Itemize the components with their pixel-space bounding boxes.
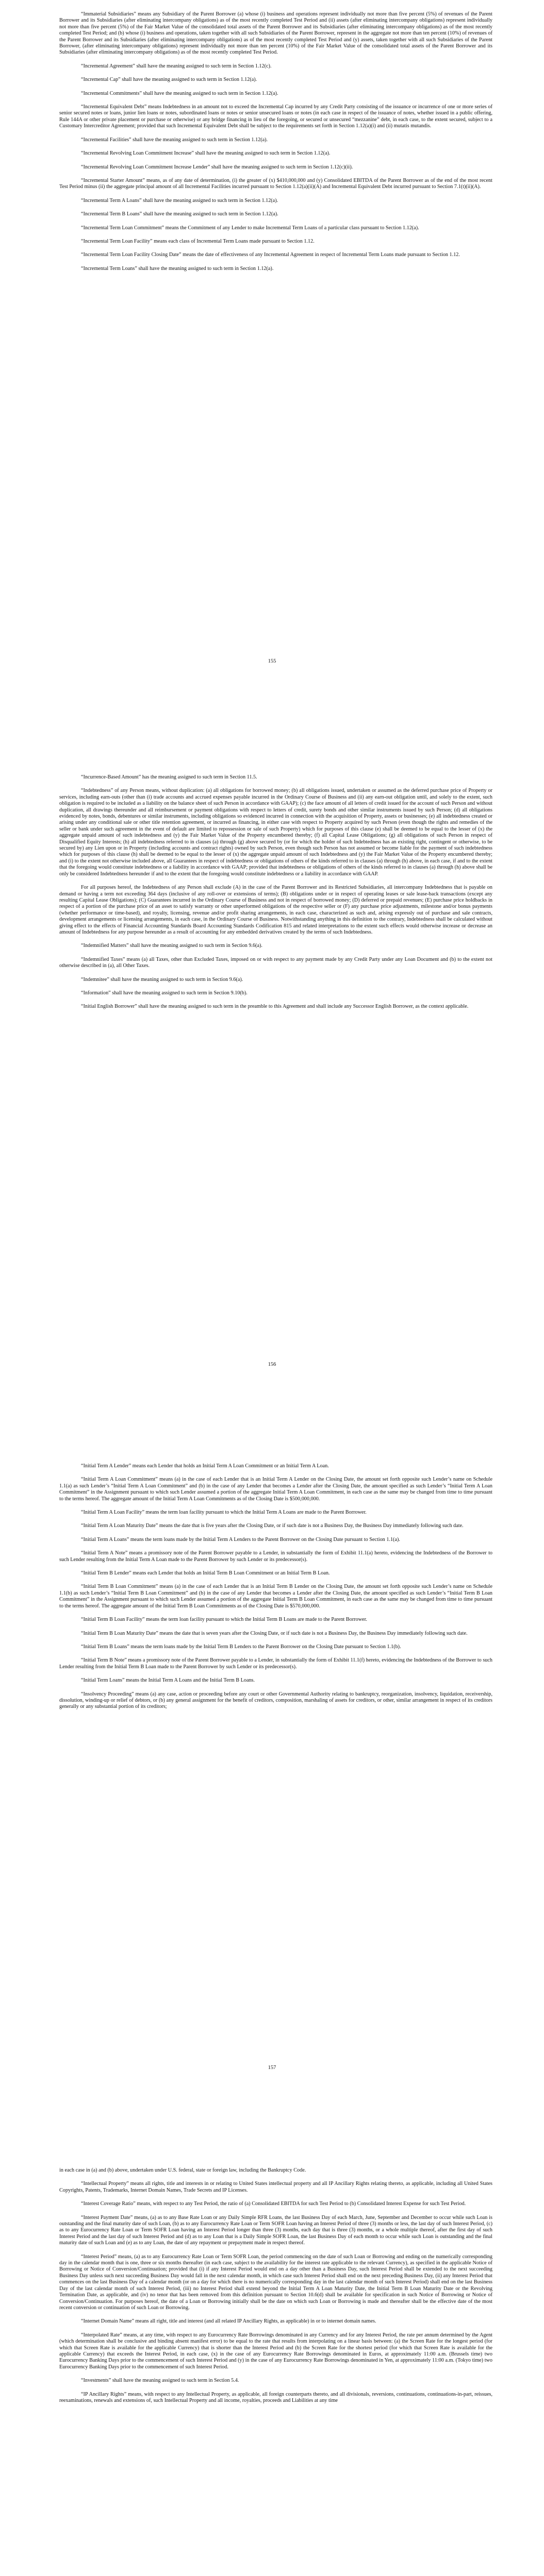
page-body xyxy=(59,11,492,279)
document-page-3 xyxy=(0,1406,544,2110)
definition-paragraph: “Information” shall have the meaning assigned to such term in Section 9.10(b). xyxy=(81,990,248,996)
page-body xyxy=(59,2167,492,2411)
definition-paragraph: For all purposes hereof, the Indebtedness of any Person shall exclude (A) in the case of the Parent Borrower and its Restricted Subsidiaries, all intercompany Indebtedness that is payable on demand or having a term not exceeding 364 days (inclusive of any roll-over or extensions of terms); (B) obligations under or in respect of operating leases or sale lease-back transactions (except any resulting Capital Lease Obligations); (C) Guarantees incurred in the Ordinary Course of Business and not in respect of borrowed money; (D) deferred or prepaid revenues; (E) purchase price holdbacks in respect of a portion of the purchase price of an asset to satisfy warranty or other unperformed obligations of the respective seller or (F) any purchase price adjustments, milestone and/or bonus payments (whether performance or time-based), and royalty, licensing, revenue and/or profit sharing arrangements, in each case, characterized as such and, arising expressly out of purchase and sale contracts, development arrangements or licensing arrangements, in each case, in the Ordinary Course of Business. Notwithstanding anything in this definition to the contrary, Indebtedness shall be calculated without giving effect to the effects of Financial Accounting Standards Board Accounting Standards Codification 815 and related interpretations to the extent such effects would otherwise increase or decrease an amount of Indebtedness for any purpose hereunder as a result of accounting for any embedded derivatives created by the terms of such Indebtedness. xyxy=(59,885,492,935)
definition-paragraph: “Indemnified Matters” shall have the meaning assigned to such term in Section 9.6(a). xyxy=(81,943,262,949)
page-body xyxy=(59,1463,492,1718)
definition-paragraph: “Incremental Term A Loans” shall have the meaning assigned to such term in Section 1.12(a). xyxy=(81,197,278,204)
definition-paragraph: “Indemnitee” shall have the meaning assigned to such term in Section 9.6(a). xyxy=(81,976,243,982)
page-number: 157 xyxy=(268,2065,276,2071)
definition-paragraph: “Initial Term B Loan Commitment” means (a) in the case of each Lender that is an Initial Term B Lender on the Closing Date, the amount set forth opposite such Lender’s name on Schedule 1.1(b) as such Lender’s “Initial Term B Loan Commitment” and (b) in the case of any Lender that becomes a Lender after the Closing Date, the amount specified as such Lender’s “Initial Term B Loan Commitment” in the Assignment pursuant to which such Lender assumed a portion of the aggregate Initial Term B Loan Commitment, in each case as the same may be changed from time to time pursuant to the terms hereof. The aggregate amount of the Initial Term B Loan Commitments as of the Closing Date is $570,000,000. xyxy=(59,1584,492,1609)
definition-paragraph: “Indemnified Taxes” means (a) all Taxes, other than Excluded Taxes, imposed on or with respect to any payment made by any Credit Party under any Loan Document and (b) to the extent not otherwise described in (a), all Other Taxes. xyxy=(59,956,492,969)
page-number: 156 xyxy=(268,1362,276,1367)
definition-paragraph: “Incremental Agreement” shall have the meaning assigned to such term in Section 1.12(c). xyxy=(81,63,272,69)
definition-paragraph: “Indebtedness” of any Person means, without duplication: (a) all obligations for borrowed money; (b) all obligations issued, undertaken or assumed as the deferred purchase price of Property or services, including earn-outs (other than (i) trade accounts and accrued expenses payable incurred in the Ordinary Course of Business and (ii) any earn-out obligation until, and solely to the extent, such obligation is required to be included as a liability on the balance sheet of such Person in accordance with GAAP); (c) the face amount of all letters of credit issued for the account of such Person and without duplication, all drawings thereunder and all reimbursement or payment obligations with respect to letters of credit, surety bonds and other similar instruments issued by such Person; (d) all obligations evidenced by notes, bonds, debentures or similar instruments, including obligations so evidenced incurred in connection with the acquisition of Property, assets or businesses; (e) all indebtedness created or arising under any conditional sale or other title retention agreement, or incurred as financing, in either case with respect to Property acquired by such Person (even though the rights and remedies of the seller or bank under such agreement in the event of default are limited to repossession or sale of such Property) which for purposes of this clause (e) shall be deemed to be equal to the lesser of (x) the aggregate unpaid amount of such indebtedness and (y) the Fair Market Value of the Property encumbered thereby; (f) all Capital Lease Obligations; (g) all obligations of such Person in respect of Disqualified Equity Interests; (h) all indebtedness referred to in clauses (a) through (g) above secured by (or for which the holder of such Indebtedness has an existing right, contingent or otherwise, to be secured by) any Lien upon or in Property (including accounts and contract rights) owned by such Person, even though such Person has not assumed or become liable for the payment of such indebtedness which for purposes of this clause (h) shall be deemed to be equal to the lesser of (x) the aggregate unpaid amount of such Indebtedness and (y) the Fair Market Value of the Property encumbered thereby; and (i) to the extent not otherwise included above, all Guarantees in respect of indebtedness or obligations of others of the kinds referred to in clauses (a) through (h) above, in each case, if and to the extent that the foregoing would constitute indebtedness or a liability in accordance with GAAP; provided that indebtedness or obligations of others of the kinds referred to in clauses (a) through (h) above shall be only be considered Indebtedness hereunder if and to the extent that the foregoing would constitute indebtedness or a liability in accordance with GAAP. xyxy=(59,788,492,877)
definition-paragraph: “Incremental Starter Amount” means, as of any date of determination, (i) the greater of (x) $410,000,000 and (y) Consolidated EBITDA of the Parent Borrower as of the end of the most recent Test Period minus (ii) the aggregate principal amount of all Incremental Facilities incurred pursuant to Section 1.12(a)(ii)(A) and Incremental Equivalent Debt incurred pursuant to Section 7.1(t)(ii)(A). xyxy=(59,177,492,190)
definition-paragraph: “Intellectual Property” means all rights, title and interests in or relating to United States intellectual property and all IP Ancillary Rights relating thereto, as applicable, including all United States Copyrights, Patents, Trademarks, Internet Domain Names, Trade Secrets and IP Licenses. xyxy=(59,2181,492,2193)
definition-paragraph: “Initial Term B Note” means a promissory note of the Parent Borrower payable to a Lender, in substantially the form of Exhibit 11.1(f) hereto, evidencing the Indebtedness of the Borrower to such Lender resulting from the Initial Term B Loan made to the Parent Borrower by such Lender or its predecessor(s). xyxy=(59,1657,492,1670)
definition-paragraph: “Initial Term B Loan Facility” means the term loan facility pursuant to which the Initial Term B Loans are made to the Parent Borrower. xyxy=(81,1617,367,1623)
page-number: 155 xyxy=(268,658,276,664)
definition-paragraph: “Incremental Term Loan Facility Closing Date” means the date of effectiveness of any Incremental Agreement in respect of Incremental Term Loans made pursuant to Section 1.12. xyxy=(81,252,460,258)
definition-paragraph: “Incremental Cap” shall have the meaning assigned to such term in Section 1.12(a). xyxy=(81,77,257,83)
page-body xyxy=(59,774,492,1018)
definition-paragraph: “Initial Term A Note” means a promissory note of the Parent Borrower payable to a Lender, in substantially the form of Exhibit 11.1(a) hereto, evidencing the Indebtedness of the Borrower to such Lender resulting from the Initial Term A Loan made to the Parent Borrower by such Lender or its predecessor(s). xyxy=(59,1550,492,1563)
document-page-2 xyxy=(0,703,544,1406)
definition-paragraph: “Incremental Revolving Loan Commitment Increase Lender” shall have the meaning assigned to such term in Section 1.12(c)(ii). xyxy=(81,164,353,170)
definition-paragraph: “Incremental Facilities” shall have the meaning assigned to such term in Section 1.12(a). xyxy=(81,137,268,143)
definition-paragraph: “Incremental Revolving Loan Commitment Increase” shall have the meaning assigned to such term in Section 1.12(a). xyxy=(81,150,331,157)
definition-paragraph: “Initial Term A Loan Facility” means the term loan facility pursuant to which the Initial Term A Loans are made to the Parent Borrower. xyxy=(81,1510,367,1516)
definition-paragraph: “Incremental Term Loan Commitment” means the Commitment of any Lender to make Incremental Term Loans of a particular class pursuant to Section 1.12(a). xyxy=(81,225,419,231)
definition-paragraph: “Interest Payment Date” means, (a) as to any Base Rate Loan or any Daily Simple RFR Loans, the last Business Day of each March, June, September and December to occur while such Loan is outstanding and the final maturity date of such Loan, (b) as to any Eurocurrency Rate Loan or Term SOFR Loan having an Interest Period of three (3) months or less, the last day of such Interest Period, (c) as to any Eurocurrency Rate Loan or Term SOFR Loan having an Interest Period longer than three (3) months, each day that is three (3) months, or a whole multiple thereof, after the first day of such Interest Period and the last day of such Interest Period and (d) as to any Loan that is a Daily Simple SOFR Loan, the last Business Day of each month to occur while such Loan is outstanding and the final maturity date of such Loan and (e) as to any Loan, the date of any repayment or prepayment made in respect thereof. xyxy=(59,2214,492,2246)
document-page-1 xyxy=(0,0,544,703)
definition-paragraph: “IP Ancillary Rights” means, with respect to any Intellectual Property, as applicable, all foreign counterparts thereto, and all divisionals, reversions, continuations, continuations-in-part, reissues, reexaminations, renewals and extensions of, such Intellectual Property and all income, royalties, proceeds and Liabilities at any time xyxy=(59,2391,492,2403)
definition-paragraph: “Incremental Term Loan Facility” means each class of Incremental Term Loans made pursuant to Section 1.12. xyxy=(81,238,315,244)
definition-paragraph: “Initial Term A Loans” means the term loans made by the Initial Term A Lenders to the Parent Borrower on the Closing Date pursuant to Section 1.1(a). xyxy=(81,1536,400,1543)
definition-paragraph: “Incurrence-Based Amount” has the meaning assigned to such term in Section 11.5. xyxy=(81,774,257,780)
definition-paragraph: “Incremental Equivalent Debt” means Indebtedness in an amount not to exceed the Incremental Cap incurred by any Credit Party consisting of the issuance or incurrence of one or more series of senior secured notes or loans, junior lien loans or notes, subordinated loans or notes or senior unsecured loans or notes (in each case in respect of the issuance of notes, whether issued in a public offering, Rule 144A or other private placement or purchase or otherwise) or any bridge financing in lieu of the foregoing, or secured or unsecured “mezzanine” debt, in each case, to the extent secured, subject to a Customary Intercreditor Agreement; provided that such Incremental Equivalent Debt shall be subject to the requirements set forth in Section 1.12(a)(i) and (ii) mutatis mutandis. xyxy=(59,104,492,129)
definition-paragraph: “Initial Term A Loan Commitment” means (a) in the case of each Lender that is an Initial Term A Lender on the Closing Date, the amount set forth opposite such Lender’s name on Schedule 1.1(a) as such Lender’s “Initial Term A Loan Commitment” and (b) in the case of any Lender that becomes a Lender after the Closing Date, the amount specified as such Lender’s “Initial Term A Loan Commitment” in the Assignment pursuant to which such Lender assumed a portion of the aggregate Initial Term A Loan Commitment, in each case as the same may be changed from time to time pursuant to the terms hereof. The aggregate amount of the Initial Term A Loan Commitments as of the Closing Date is $500,000,000. xyxy=(59,1477,492,1502)
definition-paragraph: “Initial English Borrower” shall have the meaning assigned to such term in the preamble to this Agreement and shall include any Successor English Borrower, as the context applicable. xyxy=(81,1004,469,1010)
definition-paragraph: “Internet Domain Name” means all right, title and interest (and all related IP Ancillary Rights, as applicable) in or to internet domain names. xyxy=(81,2318,376,2325)
definition-paragraph: “Initial Term B Loan Maturity Date” means the date that is seven years after the Closing Date, or if such date is not a Business Day, the Business Day immediately following such date. xyxy=(81,1630,468,1636)
definition-paragraph: “Insolvency Proceeding” means (a) any case, action or proceeding before any court or other Governmental Authority relating to bankruptcy, reorganization, insolvency, liquidation, receivership, dissolution, winding-up or relief of debtors, or (b) any general assignment for the benefit of creditors, composition, marshaling of assets for creditors, or other, similar arrangement in respect of its creditors generally or any substantial portion of its creditors; xyxy=(59,1691,492,1710)
definition-paragraph: “Initial Term A Loan Maturity Date” means the date that is five years after the Closing Date, or if such date is not a Business Day, the Business Day immediately following such date. xyxy=(81,1523,464,1529)
document-page-4 xyxy=(0,2110,544,2576)
definition-paragraph: “Interpolated Rate” means, at any time, with respect to any Eurocurrency Rate Borrowings denominated in any Currency and for any Interest Period, the rate per annum determined by the Agent (which determination shall be conclusive and binding absent manifest error) to be equal to the rate that results from interpolating on a linear basis between: (a) the Screen Rate for the longest period (for which that Screen Rate is available for the applicable Currency) that is shorter than the Interest Period and (b) the Screen Rate for the shortest period (for which that Screen Rate is available for the applicable Currency) that exceeds the Interest Period, in each case, (x) in the case of any Eurocurrency Rate Borrowings denominated in Euros, at approximately 11:00 a.m. (Brussels time) two Eurocurrency Banking Days prior to the commencement of such Interest Period and (y) in the case of any Eurocurrency Rate Borrowings denominated in Yen, at approximately 11:00 a.m. (Tokyo time) two Eurocurrency Banking Days prior to the commencement of such Interest Period. xyxy=(59,2332,492,2370)
definition-paragraph: “Investments” shall have the meaning assigned to such term in Section 5.4. xyxy=(81,2378,239,2384)
definition-paragraph: “Initial Term B Lender” means each Lender that holds an Initial Term B Loan Commitment or an Initial Term B Loan. xyxy=(81,1570,330,1577)
definition-paragraph: “Incremental Term B Loans” shall have the meaning assigned to such term in Section 1.12(a). xyxy=(81,211,278,217)
definition-paragraph: “Incremental Commitments” shall have the meaning assigned to such term in Section 1.12(a). xyxy=(81,90,278,96)
definition-paragraph: “Interest Coverage Ratio” means, with respect to any Test Period, the ratio of (a) Consolidated EBITDA for such Test Period to (b) Consolidated Interest Expense for such Test Period. xyxy=(81,2201,466,2207)
definition-paragraph: “Immaterial Subsidiaries” means any Subsidiary of the Parent Borrower (a) whose (i) business and operations represent individually not more than five percent (5%) of revenues of the Parent Borrower and its Subsidiaries (after eliminating intercompany obligations) as of the most recently completed Test Period and (ii) assets (after eliminating intercompany obligations) represent individually not more than five percent (5%) of the Fair Market Value of the consolidated total assets of the Parent Borrower and its Subsidiaries (after eliminating intercompany obligations) as of the most recently completed Test Period; and (b) whose (i) business and operations, taken together with all such Subsidiaries of the Parent Borrower, represent in the aggregate not more than ten percent (10%) of revenues of the Parent Borrower and its Subsidiaries (after eliminating intercompany obligations) as of the most recently completed Test Period and (y) assets, taken together with all such Subsidiaries of the Parent Borrower, (after eliminating intercompany obligations) represent individually not more than ten percent (10%) of the Fair Market Value of the consolidated total assets of the Parent Borrower and its Subsidiaries (after eliminating intercompany obligations) as of the most recently completed Test Period. xyxy=(59,11,492,56)
definition-paragraph: “Initial Term Loans” means the Initial Term A Loans and the Initial Term B Loans. xyxy=(81,1677,255,1684)
definition-paragraph: “Interest Period” means, (a) as to any Eurocurrency Rate Loan or Term SOFR Loan, the period commencing on the date of such Loan or Borrowing and ending on the numerically corresponding day in the calendar month that is one, three or six months thereafter (in each case, subject to the availability for the interest rate applicable to the relevant Currency), as specified in the applicable Notice of Borrowing or Notice of Conversion/Continuation; provided that (i) if any Interest Period would end on a day other than a Business Day, such Interest Period shall be extended to the next succeeding Business Day unless such next succeeding Business Day would fall in the next calendar month, in which case such Interest Period shall end on the next preceding Business Day, (ii) any Interest Period that commences on the last Business Day of a calendar month (or on a day for which there is no numerically corresponding day in the last calendar month of such Interest Period) shall end on the last Business Day of the last calendar month of such Interest Period, (iii) no Interest Period shall extend beyond the Initial Term A Loan Maturity Date, the Initial Term B Loan Maturity Date or the Revolving Termination Date, as applicable, and (iv) no tenor that has been removed from this definition pursuant to Section 10.6(d) shall be available for specification in such Notice of Borrowing or Notice of Conversion/Continuation. For purposes hereof, the date of a Loan or Borrowing initially shall be the date on which such Loan or Borrowing is made and thereafter shall be the effective date of the most recent conversion or continuation of such Loan or Borrowing. xyxy=(59,2253,492,2311)
definition-paragraph: “Incremental Term Loans” shall have the meaning assigned to such term in Section 1.12(a). xyxy=(81,265,274,272)
definition-paragraph: “Initial Term A Lender” means each Lender that holds an Initial Term A Loan Commitment or an Initial Term A Loan. xyxy=(81,1463,329,1469)
continued-paragraph: in each case in (a) and (b) above, undertaken under U.S. federal, state or foreign law, including the Bankruptcy Code. xyxy=(59,2167,306,2173)
definition-paragraph: “Initial Term B Loans” means the term loans made by the Initial Term B Lenders to the Parent Borrower on the Closing Date pursuant to Section 1.1(b). xyxy=(81,1643,401,1650)
